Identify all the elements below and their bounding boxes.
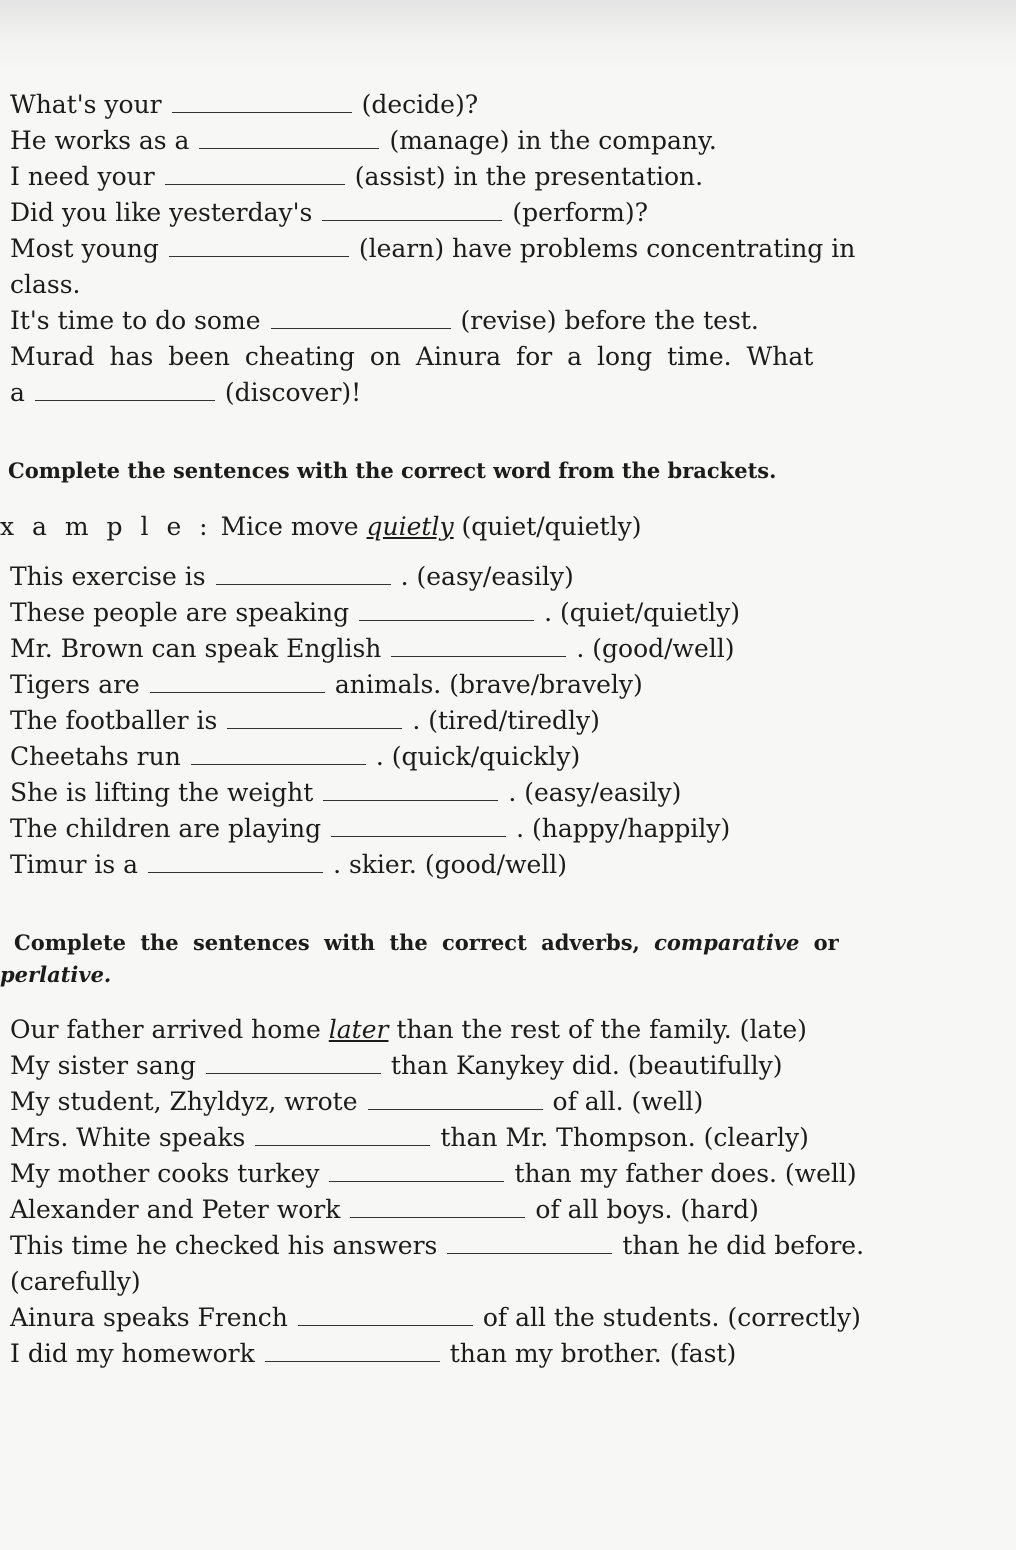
example-line: Our father arrived home later than the rest of the family. (late): [10, 1015, 807, 1044]
instruction-heading: Complete the sentences with the correct adverbs, comparative or: [14, 930, 839, 955]
exercise-line: These people are speaking . (quiet/quietly): [10, 598, 740, 627]
exercise-line: She is lifting the weight . (easy/easily): [10, 778, 682, 807]
answer-blank[interactable]: [391, 638, 566, 657]
answer-blank[interactable]: [447, 1235, 612, 1254]
answer-blank[interactable]: [329, 1163, 504, 1182]
exercise-line: Did you like yesterday's (perform)?: [10, 198, 648, 227]
example-line: x a m p l e : Mice move quietly (quiet/quietly): [0, 512, 642, 541]
exercise-line: Murad has been cheating on Ainura for a long time. What: [10, 342, 814, 371]
answer-blank[interactable]: [368, 1091, 543, 1110]
exercise-line: Mrs. White speaks than Mr. Thompson. (clearly): [10, 1123, 809, 1152]
instruction-heading: Complete the sentences with the correct word from the brackets.: [8, 458, 777, 483]
exercise-line: Ainura speaks French of all the students. (correctly): [10, 1303, 861, 1332]
instruction-heading-cont: perlative.: [0, 962, 112, 987]
answer-blank[interactable]: [227, 710, 402, 729]
answer-blank[interactable]: [172, 94, 352, 113]
answer-blank[interactable]: [199, 130, 379, 149]
page-top-shadow: [0, 0, 1016, 70]
answer-blank[interactable]: [150, 674, 325, 693]
exercise-line: My mother cooks turkey than my father does. (well): [10, 1159, 857, 1188]
answer-blank[interactable]: [331, 818, 506, 837]
answer-blank[interactable]: [359, 602, 534, 621]
exercise-line: Cheetahs run . (quick/quickly): [10, 742, 581, 771]
exercise-line: Alexander and Peter work of all boys. (hard): [10, 1195, 759, 1224]
exercise-line: I need your (assist) in the presentation.: [10, 162, 704, 191]
exercise-line: Most young (learn) have problems concentrating in: [10, 234, 856, 263]
answer-blank[interactable]: [169, 238, 349, 257]
exercise-line: class.: [10, 270, 81, 299]
answer-blank[interactable]: [216, 566, 391, 585]
answer-blank[interactable]: [323, 782, 498, 801]
answer-blank[interactable]: [165, 166, 345, 185]
exercise-line: Tigers are animals. (brave/bravely): [10, 670, 643, 699]
answer-blank[interactable]: [322, 202, 502, 221]
exercise-line: It's time to do some (revise) before the test.: [10, 306, 759, 335]
exercise-line: He works as a (manage) in the company.: [10, 126, 717, 155]
answer-blank[interactable]: [298, 1307, 473, 1326]
exercise-line: (carefully): [10, 1267, 141, 1296]
exercise-line: This time he checked his answers than he did before.: [10, 1231, 865, 1260]
answer-blank[interactable]: [35, 382, 215, 401]
answer-blank[interactable]: [191, 746, 366, 765]
exercise-line: The footballer is . (tired/tiredly): [10, 706, 600, 735]
answer-blank[interactable]: [265, 1343, 440, 1362]
exercise-line: Timur is a . skier. (good/well): [10, 850, 568, 879]
exercise-line: Mr. Brown can speak English . (good/well): [10, 634, 735, 663]
answer-blank[interactable]: [350, 1199, 525, 1218]
exercise-line: My student, Zhyldyz, wrote of all. (well): [10, 1087, 704, 1116]
answer-blank[interactable]: [255, 1127, 430, 1146]
exercise-line: a (discover)!: [10, 378, 362, 407]
answer-blank[interactable]: [206, 1055, 381, 1074]
exercise-line: What's your (decide)?: [10, 90, 479, 119]
exercise-line: My sister sang than Kanykey did. (beautifully): [10, 1051, 783, 1080]
answer-blank[interactable]: [271, 310, 451, 329]
answer-blank[interactable]: [148, 854, 323, 873]
exercise-line: This exercise is . (easy/easily): [10, 562, 574, 591]
exercise-line: The children are playing . (happy/happily): [10, 814, 731, 843]
exercise-line: I did my homework than my brother. (fast): [10, 1339, 737, 1368]
